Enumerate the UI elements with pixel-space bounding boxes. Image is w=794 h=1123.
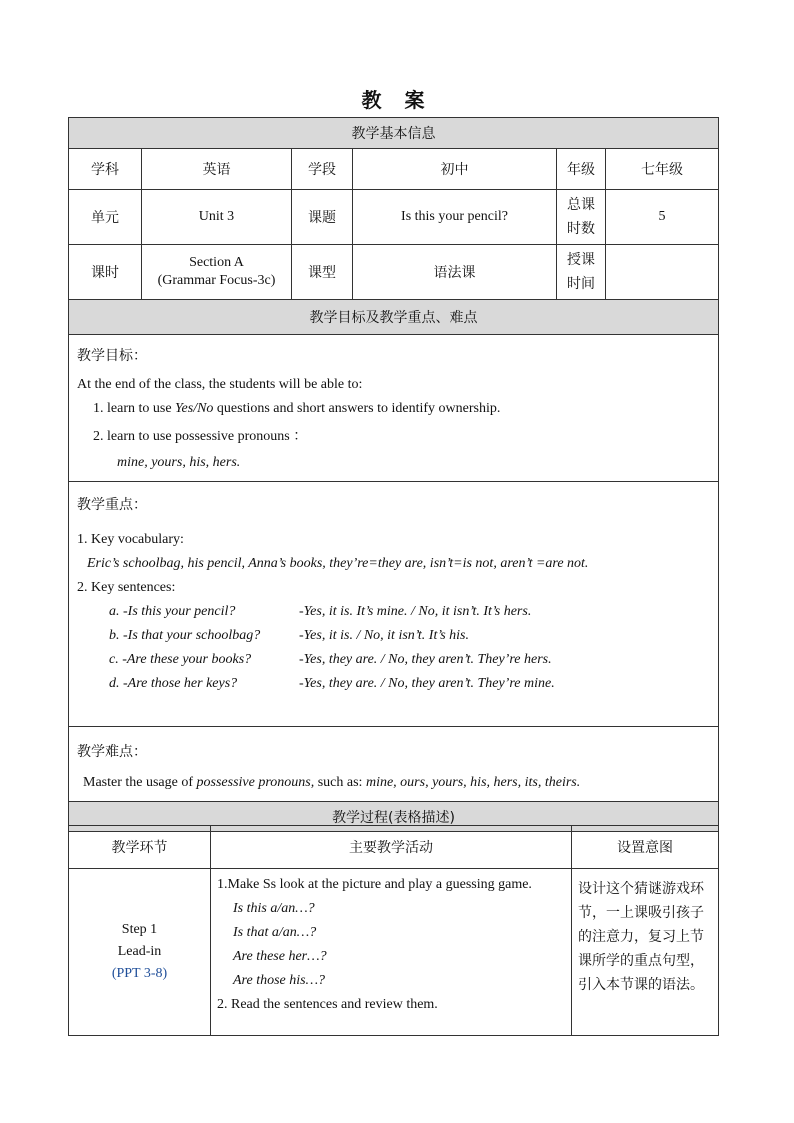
- subject-label: 学科: [69, 149, 142, 190]
- difficulties-em1: possessive pronouns,: [196, 775, 315, 790]
- unit-value: Unit 3: [142, 190, 292, 245]
- grade-label: 年级: [557, 149, 606, 190]
- guess-question-3: Are these her…?: [233, 949, 327, 964]
- objectives-header: 教学目标及教学重点、难点: [69, 300, 719, 335]
- difficulties-block: [69, 727, 719, 802]
- period-value-line1: Section A: [189, 255, 244, 270]
- key-sentences-title: 2. Key sentences:: [77, 580, 176, 595]
- sentence-question: c. -Are these your books?: [109, 652, 252, 667]
- guess-question-4: Are those his…?: [233, 973, 326, 988]
- activity-2: 2. Read the sentences and review them.: [217, 997, 438, 1012]
- stage-label: 学段: [292, 149, 353, 190]
- total-periods-label: [557, 190, 606, 245]
- subject-value: 英语: [142, 149, 292, 190]
- step-1-activities: [211, 869, 572, 1036]
- lesson-type-value: 语法课: [353, 245, 557, 300]
- difficulties-em2: mine, ours, yours, his, hers, its, theirs.: [365, 775, 581, 790]
- objective-item-1-post: questions and short answers to identify ownership.: [213, 401, 501, 416]
- topic-value: Is this your pencil?: [353, 190, 557, 245]
- activity-1: 1.Make Ss look at the picture and play a guessing game.: [217, 877, 532, 892]
- objective-item-2: 2. learn to use possessive pronouns ：: [93, 429, 308, 444]
- sentence-question: b. -Is that your schoolbag?: [109, 628, 261, 643]
- objective-item-1-pre: 1. learn to use: [93, 401, 176, 416]
- objective-item-1-em: Yes/No: [175, 401, 214, 416]
- period-value-line2: (Grammar Focus-3c): [157, 273, 276, 288]
- guess-question-1: Is this a/an…?: [233, 901, 315, 916]
- objective-item-1: [77, 397, 710, 421]
- process-col-step: 教学环节: [69, 826, 211, 869]
- basic-info-header: 教学基本信息: [69, 118, 719, 149]
- process-header: 教学过程(表格描述): [69, 802, 719, 832]
- objective-item-2-words: mine, yours, his, hers.: [117, 455, 241, 470]
- class-time-value: [606, 245, 719, 300]
- key-sentence-d: [77, 672, 710, 696]
- step-number: Step 1: [121, 922, 158, 937]
- unit-label: 单元: [69, 190, 142, 245]
- objectives-block: [69, 335, 719, 482]
- step-name: Lead-in: [117, 944, 162, 959]
- period-value: [142, 245, 292, 300]
- guess-question-2: Is that a/an…?: [233, 925, 317, 940]
- class-time-label-line2: 时间: [567, 276, 595, 292]
- grade-value: 七年级: [606, 149, 719, 190]
- lesson-type-label: 课型: [292, 245, 353, 300]
- difficulties-label: 教学难点：: [77, 744, 147, 760]
- sentence-answer: -Yes, it is. / No, it isn’t. It’s his.: [299, 628, 469, 643]
- class-time-label: [557, 245, 606, 300]
- sentence-question: a. -Is this your pencil?: [109, 604, 236, 619]
- sentence-answer: -Yes, it is. It’s mine. / No, it isn’t. It’s hers.: [299, 604, 532, 619]
- objectives-intro: At the end of the class, the students will be able to:: [77, 377, 363, 392]
- step-ppt: (PPT 3-8): [111, 966, 168, 981]
- key-vocab: Eric’s schoolbag, his pencil, Anna’s books, they’re=they are, isn’t=is not, aren’t =are not.: [87, 556, 589, 571]
- objectives-label: 教学目标：: [77, 348, 147, 364]
- sentence-question: d. -Are those her keys?: [109, 676, 238, 691]
- total-periods-label-line1: 总课: [567, 197, 595, 213]
- process-col-activity: 主要教学活动: [211, 826, 572, 869]
- step-1-cell: [69, 869, 211, 1036]
- key-vocab-title: 1. Key vocabulary:: [77, 532, 184, 547]
- key-points-block: [69, 482, 719, 727]
- sentence-answer: -Yes, they are. / No, they aren’t. They’re mine.: [299, 676, 555, 691]
- process-col-purpose: 设置意图: [572, 826, 719, 869]
- stage-value: 初中: [353, 149, 557, 190]
- period-label: 课时: [69, 245, 142, 300]
- difficulties-pre: Master the usage of: [83, 775, 197, 790]
- sentence-answer: -Yes, they are. / No, they aren’t. They’re hers.: [299, 652, 552, 667]
- key-points-label: 教学重点：: [77, 497, 147, 513]
- total-periods-value: 5: [606, 190, 719, 245]
- class-time-label-line1: 授课: [567, 252, 595, 268]
- lesson-plan-table: [68, 117, 719, 832]
- total-periods-label-line2: 时数: [567, 221, 595, 237]
- key-sentence-a: [77, 600, 710, 624]
- difficulties-mid: such as:: [314, 775, 366, 790]
- process-table: [68, 825, 719, 1036]
- key-sentence-b: [77, 624, 710, 648]
- topic-label: 课题: [292, 190, 353, 245]
- difficulties-text: [77, 771, 710, 795]
- key-sentence-c: [77, 648, 710, 672]
- page-title: 教 案: [361, 88, 433, 112]
- step-1-purpose: 设计这个猜谜游戏环节，一上课吸引孩子的注意力，复习上节课所学的重点句型，引入本节课的语法。: [572, 869, 719, 1036]
